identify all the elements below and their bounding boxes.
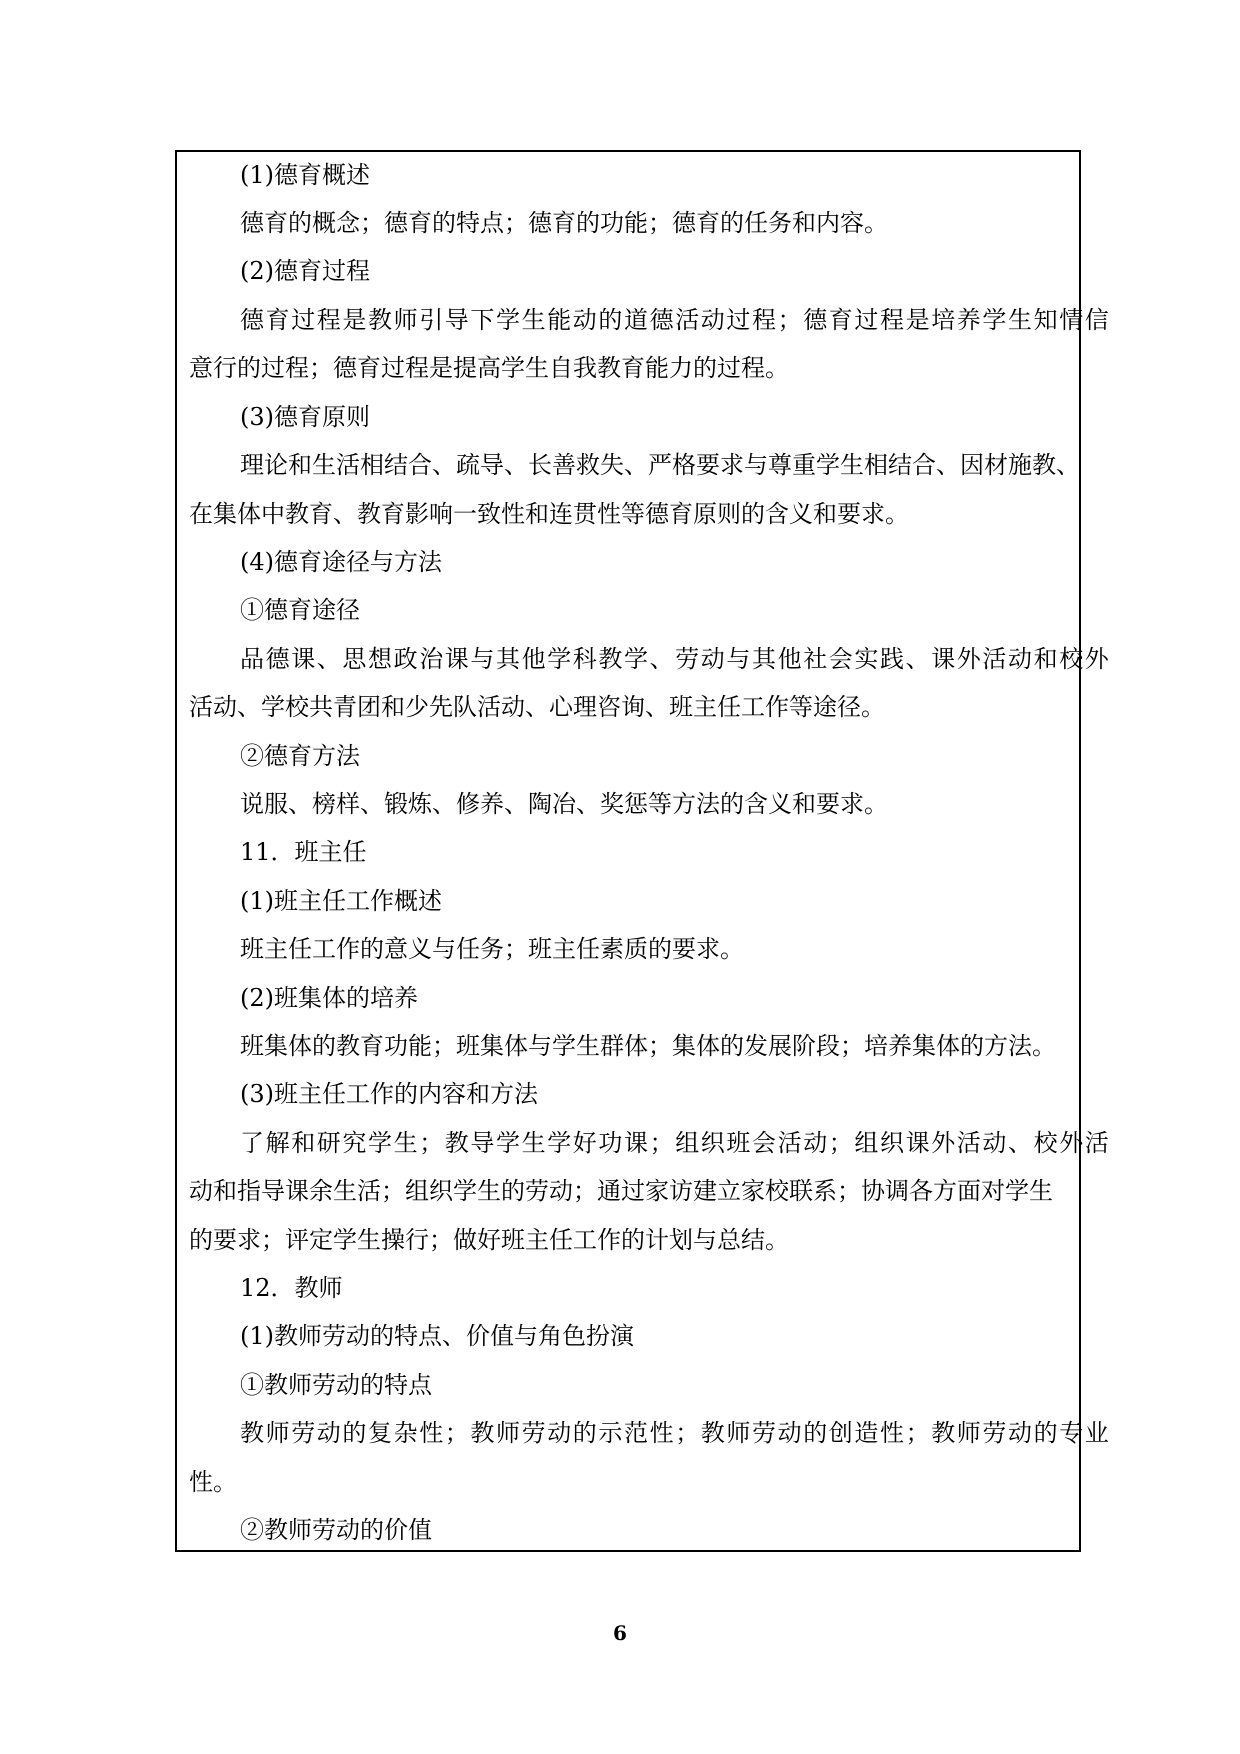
- heading-teacher: 12．教师: [240, 1274, 343, 1302]
- paragraph-line: 班集体的教育功能；班集体与学生群体；集体的发展阶段；培养集体的方法。: [240, 1032, 1056, 1060]
- paragraph-line: 德育的概念；德育的特点；德育的功能；德育的任务和内容。: [240, 209, 888, 237]
- paragraph-line: 动和指导课余生活；组织学生的劳动；通过家访建立家校联系；协调各方面对学生: [189, 1177, 1053, 1205]
- paragraph-line: 德育过程是教师引导下学生能动的道德活动过程；德育过程是培养学生知情信: [240, 306, 1111, 334]
- heading-class-teacher-overview: (1)班主任工作概述: [240, 887, 442, 915]
- subheading-moral-education-ways: ②德育方法: [240, 742, 360, 770]
- heading-moral-education-overview: (1)德育概述: [240, 161, 370, 189]
- paragraph-line: 意行的过程；德育过程是提高学生自我教育能力的过程。: [189, 354, 789, 382]
- paragraph-line: 了解和研究学生；教导学生学好功课；组织班会活动；组织课外活动、校外活: [240, 1129, 1111, 1157]
- heading-class-teacher: 11．班主任: [240, 838, 367, 866]
- heading-moral-education-principles: (3)德育原则: [240, 403, 370, 431]
- paragraph-line: 性。: [189, 1468, 237, 1496]
- subheading-teacher-labor-features: ①教师劳动的特点: [240, 1371, 432, 1399]
- paragraph-line: 理论和生活相结合、疏导、长善救失、严格要求与尊重学生相结合、因材施教、: [240, 451, 1080, 479]
- paragraph-line: 说服、榜样、锻炼、修养、陶冶、奖惩等方法的含义和要求。: [240, 790, 888, 818]
- paragraph-line: 班主任工作的意义与任务；班主任素质的要求。: [240, 935, 744, 963]
- heading-class-collective: (2)班集体的培养: [240, 984, 418, 1012]
- paragraph-line: 在集体中教育、教育影响一致性和连贯性等德育原则的含义和要求。: [189, 500, 909, 528]
- paragraph-line: 品德课、思想政治课与其他学科教学、劳动与其他社会实践、课外活动和校外: [240, 645, 1111, 673]
- paragraph-line: 教师劳动的复杂性；教师劳动的示范性；教师劳动的创造性；教师劳动的专业: [240, 1419, 1111, 1447]
- heading-teacher-labor: (1)教师劳动的特点、价值与角色扮演: [240, 1322, 634, 1350]
- paragraph-line: 活动、学校共青团和少先队活动、心理咨询、班主任工作等途径。: [189, 693, 885, 721]
- heading-class-teacher-work: (3)班主任工作的内容和方法: [240, 1080, 538, 1108]
- heading-moral-education-methods: (4)德育途径与方法: [240, 548, 442, 576]
- subheading-moral-education-paths: ①德育途径: [240, 596, 360, 624]
- page-number: 6: [613, 1621, 627, 1645]
- subheading-teacher-labor-value: ②教师劳动的价值: [240, 1516, 432, 1544]
- paragraph-line: 的要求；评定学生操行；做好班主任工作的计划与总结。: [189, 1226, 789, 1254]
- heading-moral-education-process: (2)德育过程: [240, 257, 370, 285]
